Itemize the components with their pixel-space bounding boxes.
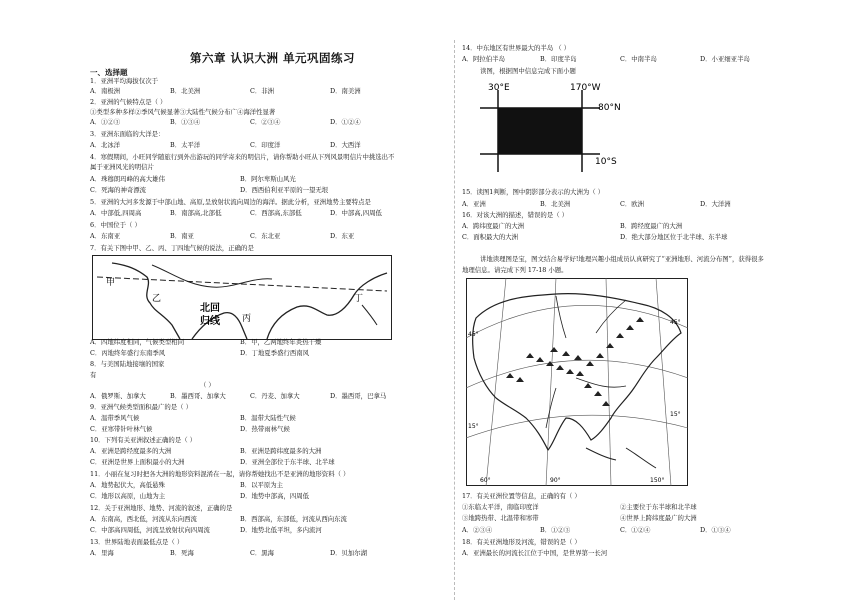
label-bing: 丙 (242, 314, 252, 324)
option: A．东南亚 (90, 232, 121, 240)
question-2-sub: ①类型多种多样②季风气候显著③大陆性气候分布广④海洋性显著 (90, 108, 276, 116)
label-lat-10s: 10°S (595, 157, 617, 167)
label-tropic-1: 北回 (200, 303, 220, 314)
label-lon-170w: 170°W (570, 83, 601, 93)
question-11: 11．小丽在复习时把各大洲的地形资料混淆在一起，请你帮她找出不是亚洲的地形资料（ ） (90, 470, 350, 478)
label-90: 90° (550, 477, 561, 484)
question-9: 9．亚洲气候类型面积最广的是（ ） (90, 403, 192, 411)
option: C．非洲 (250, 87, 275, 95)
instruction-cont: 地理信息。请完成下列 17-18 小题。 (462, 266, 568, 274)
option: A．温带季风气候 (90, 414, 140, 422)
option: B．南亚 (170, 232, 194, 240)
option: A．亚洲 (462, 200, 486, 208)
option: C．死海的神奇漂流 (90, 186, 147, 194)
option: C．西部高,东部低 (250, 209, 302, 217)
question-6: 6．中国位于（ ） (90, 221, 141, 229)
question-13: 13．世界陆地表面最低点是（ ） (90, 538, 184, 546)
option: D．亚洲全部位于东半球、北半球 (240, 458, 335, 466)
option: B．①③④ (170, 118, 201, 126)
option: D．丁地夏季盛行西南风 (240, 349, 310, 357)
option: ④世界上跨纬度最广的大洲 (620, 514, 697, 522)
question-8-bracket: （ ） (200, 381, 215, 389)
instruction: 讲地读理图是宝，图文结合易学好!地理兴趣小组成员认真研究了“亚洲地形、河流分布图”，获得很多 (480, 255, 764, 263)
question-5: 5．亚洲的大河多发源于中部山地、高原,呈放射状流向周边的海洋。据此分析，亚洲地势主要特点是 (90, 198, 371, 206)
instruction: 读图，根据图中信息完成下面小题 (480, 67, 576, 75)
option: A．珠穆朗玛峰的高大雄伟 (90, 175, 165, 183)
question-18: 18．有关亚洲地形及河流，错误的是（ ） (462, 538, 581, 546)
option: A．四地纬度相同，气候类型相同 (90, 338, 185, 346)
option: B．北美洲 (170, 87, 201, 95)
option: C．地形以高原，山地为主 (90, 492, 166, 500)
question-12: 12．关于亚洲地形、地势、河流的叙述，正确的是 (90, 504, 233, 512)
map-lat-lon-box (470, 80, 630, 180)
option: C．丹麦、加拿大 (250, 392, 300, 400)
option: B．南部高,北部低 (170, 209, 222, 217)
question-17: 17．有关亚洲位置等信息，正确的有（ ） (462, 492, 581, 500)
option: ①东临太平洋，南临印度洋 (462, 503, 539, 511)
option: C．面积最大的大洲 (462, 233, 519, 241)
option: C．②③④ (250, 118, 281, 126)
option: A．阿拉伯半岛 (462, 55, 505, 63)
question-7: 7．有关下图中甲、乙、丙、丁四地气候的说法，正确的是 (90, 244, 254, 252)
option: B．北美洲 (540, 200, 571, 208)
option: B．甲，乙两地终年炎热干燥 (240, 338, 322, 346)
option: D．大洋洲 (700, 200, 731, 208)
question-8: 8．与美国陆地接壤的国家 (90, 360, 165, 368)
label-150: 150° (650, 477, 665, 484)
option: B．印度半岛 (540, 55, 577, 63)
option: D．小亚细亚半岛 (700, 55, 750, 63)
label-yi: 乙 (152, 294, 162, 304)
option: D．①②④ (330, 118, 361, 126)
option: D．东亚 (330, 232, 355, 240)
option: B．温带大陆性气候 (240, 414, 296, 422)
question-15: 15．读图1判断，图中阴影部分表示的大洲为（ ） (462, 188, 605, 196)
option: D．地势中部高，四周低 (240, 492, 310, 500)
option: C．欧洲 (620, 200, 645, 208)
option: B．亚洲是跨纬度最多的大洲 (240, 447, 322, 455)
question-2: 2．亚洲的气候特点是（ ） (90, 98, 167, 106)
page-title: 第六章 认识大洲 单元巩固练习 (190, 51, 356, 65)
option: D．绝大部分地区位于北半球、东半球 (620, 233, 728, 241)
option: A．亚洲是跨经度最多的大洲 (90, 447, 172, 455)
option: D．地势北低平坦，多内流河 (240, 526, 322, 534)
option: C．印度洋 (250, 141, 281, 149)
option: C．①②④ (620, 526, 651, 534)
option: D．南美洲 (330, 87, 361, 95)
section-heading: 一、选择题 (90, 68, 128, 77)
option: C．丙地终年盛行东南季风 (90, 349, 166, 357)
option: A．北冰洋 (90, 141, 121, 149)
option: A．②③④ (462, 526, 493, 534)
option: A．里海 (90, 549, 114, 557)
option: B．墨西哥、加拿大 (170, 392, 226, 400)
option: B．以平原为主 (240, 481, 284, 489)
option: B．西部高，东部低，河流从西向东流 (240, 515, 347, 523)
label-ding: 丁 (354, 294, 364, 304)
option: D．热带雨林气候 (240, 425, 290, 433)
option: B．死海 (170, 549, 194, 557)
option: A．南极洲 (90, 87, 121, 95)
option: A．中部低,四周高 (90, 209, 142, 217)
option: A．跨纬度最广的大洲 (462, 222, 525, 230)
option: B．跨经度最广的大洲 (620, 222, 683, 230)
map-tropic-of-cancer (92, 255, 392, 340)
label-15-right: 15° (670, 411, 681, 418)
option: A．①②③ (90, 118, 121, 126)
label-45-right: 45° (670, 319, 681, 326)
option: A．地势起伏大，高低悬殊 (90, 481, 165, 489)
label-15-left: 15° (468, 423, 479, 430)
option: D．①③④ (700, 526, 731, 534)
column-divider (454, 40, 455, 600)
question-16: 16．对该大洲的描述，错误的是（ ） (462, 211, 569, 219)
label-lat-80n: 80°N (598, 103, 621, 113)
option: C．中部高四周低，河流呈放射状向四周流 (90, 526, 210, 534)
question-4: 4．寒假期间，小旺同学随旅行到外出游玩的同学寄来的明信片，请你帮助小旺从下列风景明信片中挑选出不 (90, 153, 395, 161)
option: B．阿尔卑斯山风光 (240, 175, 296, 183)
map-asia-topography-rivers (466, 278, 688, 486)
question-1: 1．亚洲平均海拔仅次于 (90, 77, 158, 85)
question-10: 10．下列有关亚洲叙述正确的是（ ） (90, 436, 197, 444)
option: C．中南半岛 (620, 55, 657, 63)
option: ②主要位于东半球和北半球 (620, 503, 697, 511)
question-3: 3．亚洲东面临的大洋是： (90, 130, 165, 138)
option: D．墨西哥，巴拿马 (330, 392, 387, 400)
option: B．①②③ (540, 526, 571, 534)
option: B．太平洋 (170, 141, 201, 149)
option: D．大西洋 (330, 141, 361, 149)
option: A．俄罗斯、加拿大 (90, 392, 146, 400)
label-60: 60° (480, 477, 491, 484)
label-jia: 甲 (106, 278, 116, 288)
label-tropic-2: 归线 (200, 316, 220, 327)
question-8-cont: 有 (90, 371, 97, 379)
question-14: 14．中东地区有世界最大的半岛 （ ） (462, 44, 571, 52)
option: C．东北亚 (250, 232, 281, 240)
option: ③地跨热带、北温带和寒带 (462, 514, 539, 522)
option: D．中部高,四周低 (330, 209, 382, 217)
option: A．亚洲最长的河流长江位于中国，是世界第一长河 (462, 549, 608, 557)
label-45-left: 45° (468, 331, 479, 338)
option: D．贝加尔湖 (330, 549, 368, 557)
option: C．黑海 (250, 549, 275, 557)
question-4-cont: 属于亚洲风光的明信片 (90, 163, 154, 171)
option: C．亚寒带针叶林气候 (90, 425, 153, 433)
option: D．西西伯利亚平原的一望无垠 (240, 186, 329, 194)
label-lon-30e: 30°E (488, 83, 510, 93)
option: C．亚洲是世界上面积最小的大洲 (90, 458, 185, 466)
option: A．东南高，西北低，河流从东向西流 (90, 515, 197, 523)
